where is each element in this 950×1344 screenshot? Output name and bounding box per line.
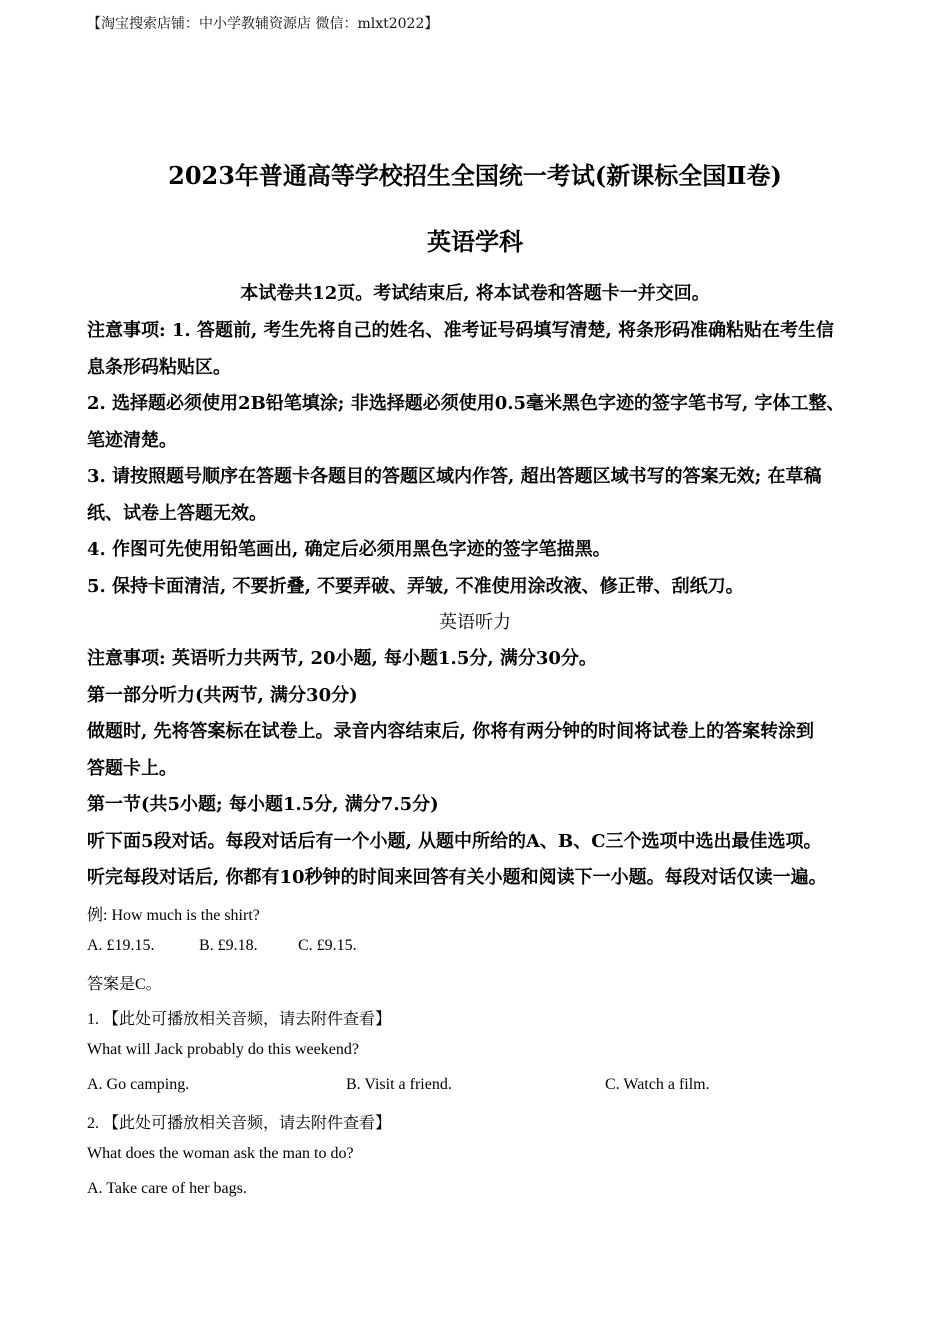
exam-title: 2023年普通高等学校招生全国统一考试(新课标全国Ⅱ卷) bbox=[168, 161, 782, 190]
example-answer: 答案是C。 bbox=[87, 976, 162, 993]
example-option-a: A. £19.15. bbox=[87, 937, 155, 954]
question-1-option-a: A. Go camping. bbox=[87, 1076, 190, 1093]
listening-line: 听完每段对话后, 你都有10秒钟的时间来回答有关小题和阅读下一小题。每段对话仅读一遍。 bbox=[87, 867, 827, 888]
notice-line: 纸、试卷上答题无效。 bbox=[87, 503, 267, 524]
question-1-number: 1. 【此处可播放相关音频，请去附件查看】 bbox=[87, 1011, 392, 1028]
listening-line: 听下面5段对话。每段对话后有一个小题, 从题中所给的A、B、C三个选项中选出最佳选项。 bbox=[87, 831, 822, 852]
notice-line: 笔迹清楚。 bbox=[87, 430, 177, 451]
question-2-number: 2. 【此处可播放相关音频，请去附件查看】 bbox=[87, 1115, 392, 1132]
subject-title: 英语学科 bbox=[427, 227, 523, 256]
listening-line: 第一部分听力(共两节, 满分30分) bbox=[87, 685, 358, 706]
notice-line: 注意事项: 1. 答题前, 考生先将自己的姓名、准考证号码填写清楚, 将条形码准确粘贴在考生信 bbox=[87, 320, 835, 341]
notice-line: 2. 选择题必须使用2B铅笔填涂; 非选择题必须使用0.5毫米黑色字迹的签字笔书写, 字体工整、 bbox=[87, 393, 845, 414]
listening-line: 答题卡上。 bbox=[87, 758, 177, 779]
example-option-b: B. £9.18. bbox=[199, 937, 258, 954]
notice-line: 息条形码粘贴区。 bbox=[87, 357, 231, 378]
notice-line: 5. 保持卡面清洁, 不要折叠, 不要弄破、弄皱, 不准使用涂改液、修正带、刮纸刀。 bbox=[87, 576, 744, 597]
question-1-option-b: B. Visit a friend. bbox=[346, 1076, 452, 1093]
question-2-option-a: A. Take care of her bags. bbox=[87, 1180, 247, 1197]
intro-text: 本试卷共12页。考试结束后, 将本试卷和答题卡一并交回。 bbox=[240, 283, 710, 304]
question-1-option-c: C. Watch a film. bbox=[605, 1076, 710, 1093]
example-question: 例: How much is the shirt? bbox=[87, 907, 260, 924]
listening-section-title: 英语听力 bbox=[439, 612, 511, 633]
listening-line: 注意事项: 英语听力共两节, 20小题, 每小题1.5分, 满分30分。 bbox=[87, 648, 597, 669]
question-1-text: What will Jack probably do this weekend? bbox=[87, 1041, 359, 1058]
header-note: 【淘宝搜索店铺：中小学教辅资源店 微信：mlxt2022】 bbox=[87, 16, 439, 32]
listening-line: 做题时, 先将答案标在试卷上。录音内容结束后, 你将有两分钟的时间将试卷上的答案转涂到 bbox=[87, 721, 815, 742]
notice-line: 3. 请按照题号顺序在答题卡各题目的答题区域内作答, 超出答题区域书写的答案无效; 在草稿 bbox=[87, 466, 822, 487]
example-option-c: C. £9.15. bbox=[298, 937, 357, 954]
listening-line: 第一节(共5小题; 每小题1.5分, 满分7.5分) bbox=[87, 794, 439, 815]
question-2-text: What does the woman ask the man to do? bbox=[87, 1145, 354, 1162]
notice-line: 4. 作图可先使用铅笔画出, 确定后必须用黑色字迹的签字笔描黑。 bbox=[87, 539, 611, 560]
